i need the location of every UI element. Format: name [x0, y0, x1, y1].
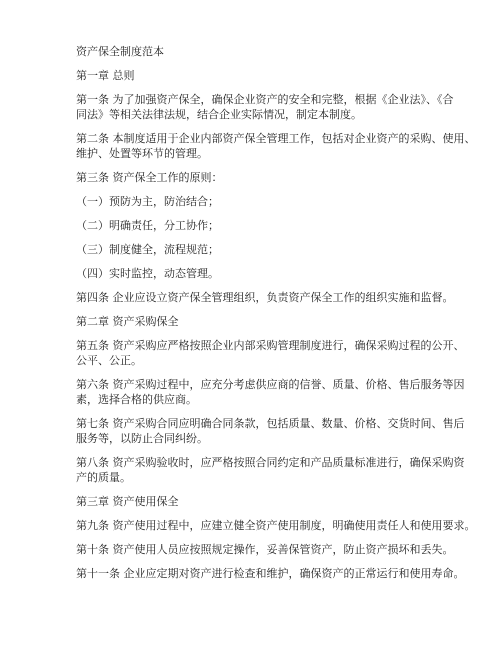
paragraph: [76, 92, 454, 122]
paragraph-line: （二）明确责任，分工协作；: [76, 219, 219, 232]
paragraph: [76, 218, 432, 233]
paragraph-line: 第十一条 企业应定期对资产进行检查和维护，确保资产的正常运行和使用寿命。: [76, 567, 465, 580]
document-body: [76, 68, 476, 581]
paragraph: [76, 194, 432, 209]
paragraph-line: 第五条 资产采购应严格按照企业内部采购管理制度进行，确保采购过程的公开、: [76, 339, 465, 352]
paragraph-line: 公平、公正。: [76, 354, 142, 367]
paragraph-line: 服务等，以防止合同纠纷。: [76, 432, 208, 445]
paragraph: [76, 290, 454, 305]
paragraph: [76, 314, 432, 329]
paragraph-line: （四）实时监控，动态管理。: [76, 267, 219, 280]
paragraph: [76, 170, 432, 185]
paragraph-line: 第三条 资产保全工作的原则：: [76, 171, 223, 184]
paragraph: [76, 338, 465, 368]
paragraph: [76, 68, 432, 83]
paragraph: [76, 494, 432, 509]
paragraph-line: 第一章 总则: [76, 69, 135, 82]
paragraph-line: 素，选择合格的供应商。: [76, 393, 197, 406]
paragraph: [76, 518, 476, 533]
paragraph-line: （三）制度健全，流程规范；: [76, 243, 219, 256]
document-page: [76, 44, 476, 590]
paragraph-line: 第一条 为了加强资产保全，确保企业资产的安全和完整，根据《企业法》、《合: [76, 93, 454, 106]
paragraph-line: 第四条 企业应设立资产保全管理组织，负责资产保全工作的组织实施和监督。: [76, 291, 454, 304]
paragraph-line: 第七条 资产采购合同应明确合同条款，包括质量、数量、价格、交货时间、售后: [76, 417, 465, 430]
paragraph: [76, 242, 432, 257]
paragraph: [76, 416, 465, 446]
paragraph-line: 第十条 资产使用人员应按照规定操作，妥善保管资产，防止资产损坏和丢失。: [76, 543, 454, 556]
paragraph-line: 第二章 资产采购保全: [76, 315, 179, 328]
paragraph: [76, 131, 476, 161]
paragraph: [76, 566, 465, 581]
paragraph-line: 同法》等相关法律法规，结合企业实际情况，制定本制度。: [76, 108, 362, 121]
paragraph: [76, 266, 432, 281]
document-title: 资产保全制度范本: [76, 45, 164, 58]
paragraph-line: 第九条 资产使用过程中，应建立健全资产使用制度，明确使用责任人和使用要求。: [76, 519, 476, 532]
paragraph: [76, 377, 465, 407]
paragraph-line: （一）预防为主，防治结合；: [76, 195, 219, 208]
paragraph-line: 第八条 资产采购验收时，应严格按照合同约定和产品质量标准进行，确保采购资: [76, 456, 465, 469]
paragraph-line: 维护、处置等环节的管理。: [76, 147, 208, 160]
paragraph-line: 第二条 本制度适用于企业内部资产保全管理工作，包括对企业资产的采购、使用、: [76, 132, 476, 145]
paragraph-line: 第三章 资产使用保全: [76, 495, 179, 508]
paragraph: [76, 455, 465, 485]
paragraph: [76, 542, 454, 557]
paragraph-line: 产的质量。: [76, 471, 131, 484]
paragraph-line: 第六条 资产采购过程中，应充分考虑供应商的信誉、质量、价格、售后服务等因: [76, 378, 465, 391]
